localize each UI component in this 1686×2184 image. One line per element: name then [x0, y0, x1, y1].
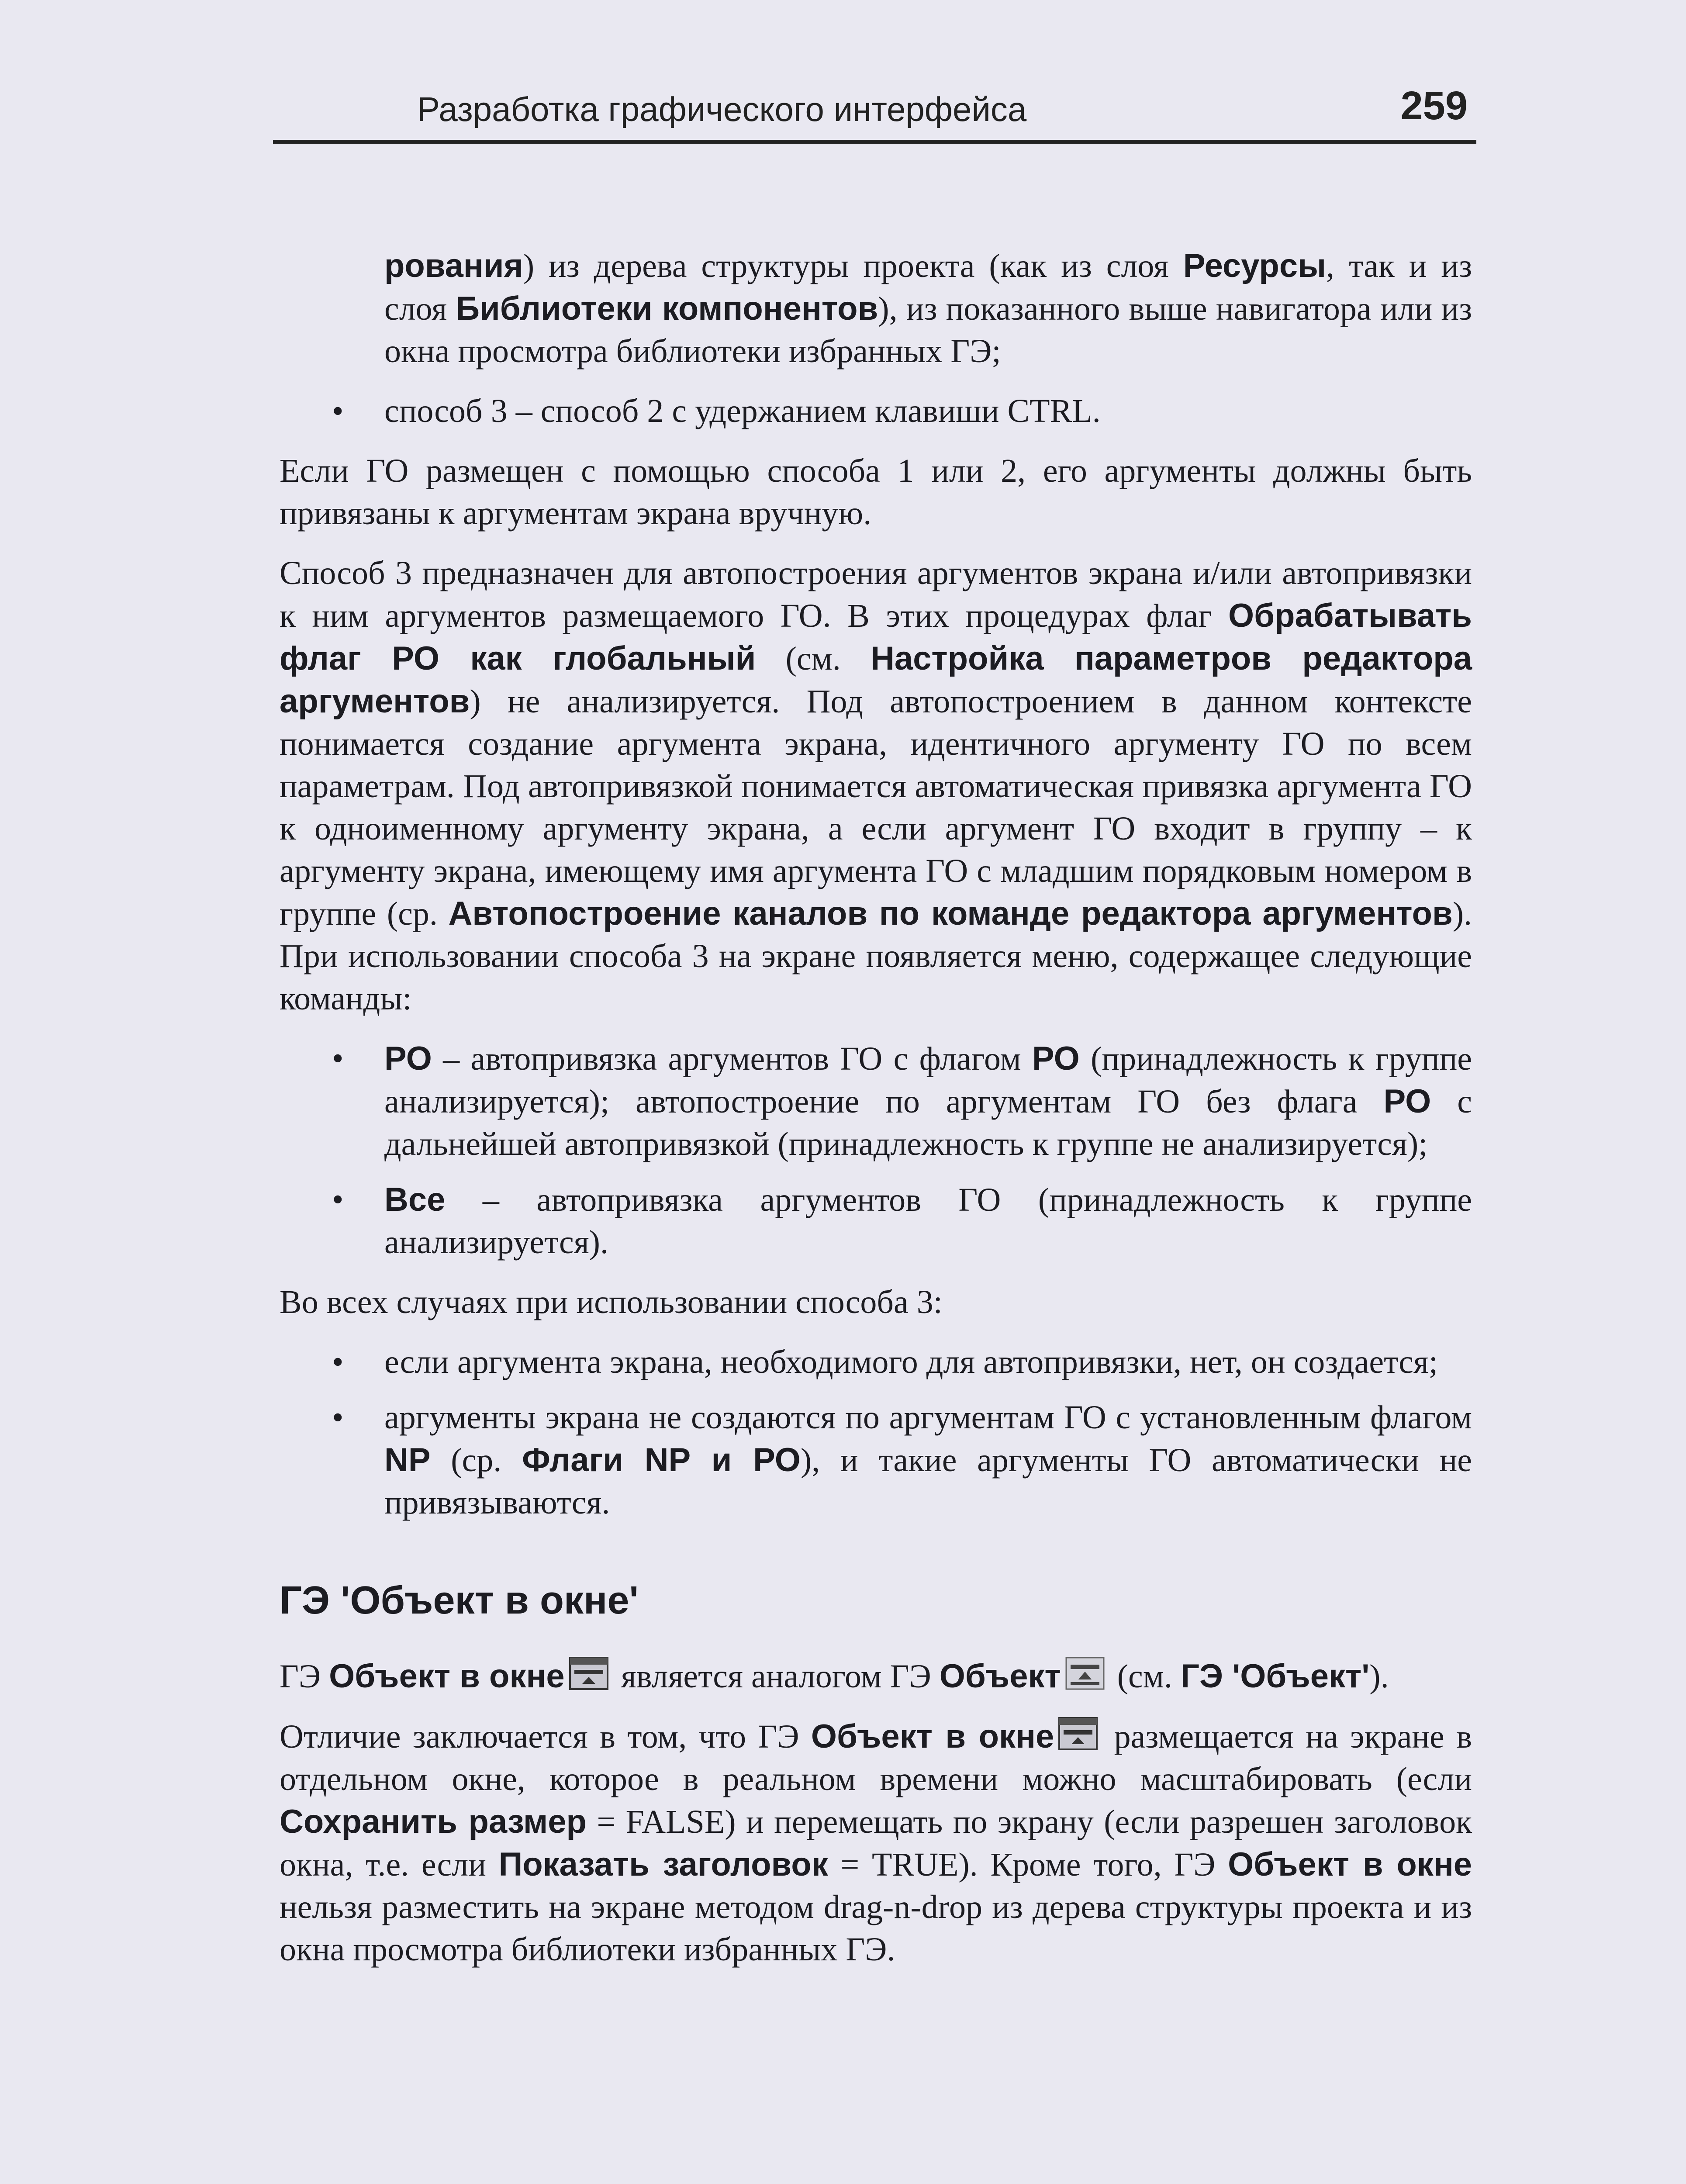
text: размещается на экране в отдельном окне, которое в реальном времени можно масштабировать (если [280, 1718, 1472, 1797]
bullet: • [332, 1399, 344, 1436]
window-object-icon [569, 1657, 608, 1690]
running-header [273, 83, 1476, 144]
text: – автопривязка аргументов ГО с флагом [432, 1040, 1032, 1077]
text: ). При использовании способа 3 на экране появляется меню, содержащее следующие команды: [280, 895, 1472, 1017]
page-body [280, 245, 1472, 1988]
text: (принадлежность к группе анализируется); автопостроение по аргументам ГО без флага [384, 1040, 1472, 1120]
text: способ 3 – способ 2 с удержанием клавиши CTRL. [384, 393, 1101, 429]
text: с дальнейшей автопривязкой (принадлежность к группе не анализируется); [384, 1083, 1472, 1162]
term-bold: Флаги NP и РО [522, 1441, 801, 1479]
term-bold: Объект [939, 1658, 1061, 1695]
text: (см. [756, 640, 871, 677]
text: = FALSE) и перемещать по экрану (если разрешен заголовок окна, т.е. если [280, 1804, 1472, 1883]
bullet: • [332, 1344, 344, 1380]
paragraph: Если ГО размещен с помощью способа 1 или 2, его аргументы должны быть привязаны к аргументам экрана вручную. [280, 453, 1472, 532]
term-bold: Объект в окне [811, 1718, 1054, 1755]
text: если аргумента экрана, необходимого для автопривязки, нет, он создается; [384, 1344, 1438, 1380]
list-item [280, 1178, 1472, 1264]
header-title: Разработка графического интерфейса [417, 90, 1027, 128]
term-bold: Обрабатывать флаг РО как глобальный [280, 597, 1472, 677]
text: , так и из слоя [384, 248, 1472, 327]
list-item [280, 1396, 1472, 1524]
continued-list-item [280, 245, 1472, 373]
text: ГЭ [280, 1658, 329, 1695]
term-bold: рования [384, 247, 523, 284]
term-bold: Настройка параметров редактора аргументов [280, 640, 1472, 720]
text: (ср. [430, 1442, 522, 1479]
placement-methods-list [280, 390, 1472, 432]
term-bold: Библиотеки компонентов [456, 290, 878, 327]
bullet: • [332, 1181, 344, 1218]
bullet: • [332, 1040, 344, 1077]
bullet: • [332, 393, 344, 429]
term-bold: Все [384, 1181, 446, 1218]
list-item [280, 1037, 1472, 1165]
term-bold: Сохранить размер [280, 1803, 587, 1840]
section-heading: ГЭ 'Объект в окне' [280, 1579, 639, 1622]
text: нельзя разместить на экране методом drag-n-drop из дерева структуры проекта и из окна просмотра библиотеки избранных ГЭ. [280, 1889, 1472, 1968]
term-bold: Автопостроение каналов по команде редактора аргументов [448, 895, 1453, 932]
text: Способ 3 предназначен для автопостроения аргументов экрана и/или автопривязки к ним аргументов размещаемого ГО. В этих процедурах флаг [280, 555, 1472, 634]
list-item [280, 390, 1472, 432]
text: аргументы экрана не создаются по аргументам ГО с установленным флагом [384, 1399, 1472, 1436]
term-bold: Ресурсы [1183, 247, 1327, 284]
paragraph: Во всех случаях при использовании способа 3: [280, 1284, 943, 1320]
paragraph [280, 1715, 1472, 1971]
text: ) из дерева структуры проекта (как из слоя [523, 248, 1183, 284]
cases-list [280, 1341, 1472, 1524]
term-bold: Объект в окне [329, 1658, 565, 1695]
text: ), и такие аргументы ГО автоматически не привязываются. [384, 1442, 1472, 1521]
term-bold: РО [1032, 1040, 1080, 1077]
term-bold: ГЭ 'Объект' [1180, 1658, 1370, 1695]
text: – автопривязка аргументов ГО (принадлежность к группе анализируется). [384, 1182, 1472, 1261]
text: Отличие заключается в том, что ГЭ [280, 1718, 811, 1755]
text: ), из показанного выше навигатора или из окна просмотра библиотеки избранных ГЭ; [384, 290, 1472, 370]
text: = TRUE). Кроме того, ГЭ [828, 1846, 1228, 1883]
window-object-icon [1058, 1717, 1098, 1750]
text: ) не анализируется. Под автопостроением в данном контексте понимается создание аргумента экрана, идентичного аргументу ГО по всем параметрам. Под автопривязкой понимается автоматическая привязка аргумента ГО к одноименному аргументу экрана, а если аргумент ГО входит в группу – к аргументу экрана, имеющему имя аргумента ГО с младшим порядковым номером в группе (ср. [280, 683, 1472, 932]
menu-commands-list [280, 1037, 1472, 1264]
paragraph [280, 552, 1472, 1020]
object-icon [1065, 1657, 1105, 1690]
term-bold: РО [384, 1040, 432, 1077]
term-bold: NP [384, 1441, 431, 1479]
text: является аналогом ГЭ [612, 1658, 940, 1695]
term-bold: РО [1383, 1083, 1431, 1120]
list-item [280, 1341, 1472, 1383]
text: (см. [1109, 1658, 1181, 1695]
term-bold: Объект в окне [1228, 1846, 1472, 1883]
term-bold: Показать заголовок [498, 1846, 828, 1883]
page-number: 259 [1400, 83, 1468, 128]
text: ). [1369, 1658, 1389, 1695]
paragraph [280, 1655, 1472, 1698]
